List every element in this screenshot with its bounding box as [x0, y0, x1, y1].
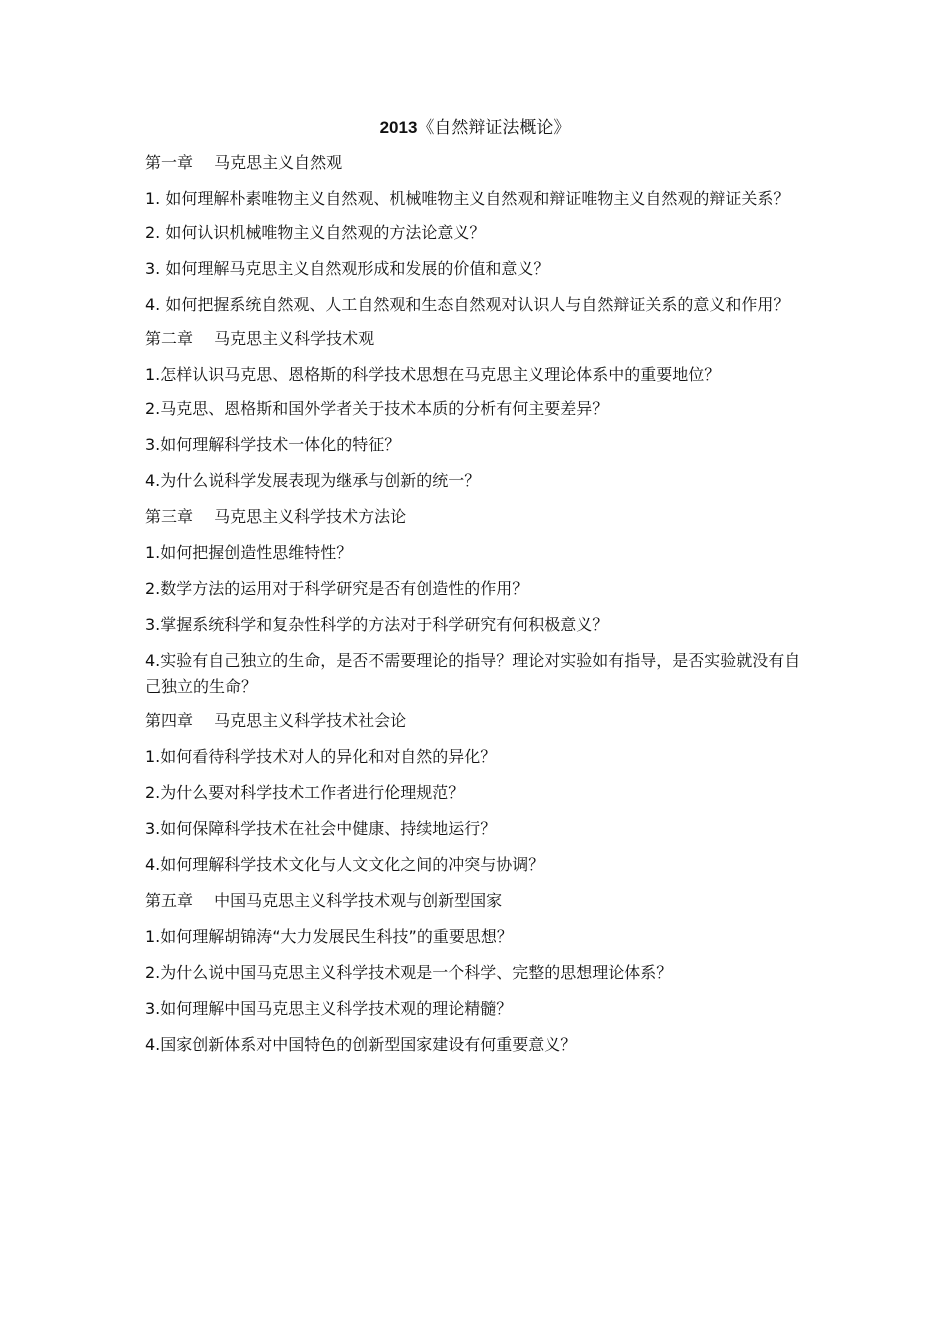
- chapter-heading: 第三章 马克思主义科学技术方法论: [145, 507, 407, 526]
- question-item: 2. 如何认识机械唯物主义自然观的方法论意义？: [145, 223, 486, 242]
- document-body: [145, 150, 813, 1068]
- question-item: 3.如何理解科学技术一体化的特征？: [145, 435, 401, 454]
- question-item: 2.数学方法的运用对于科学研究是否有创造性的作用？: [145, 579, 529, 598]
- question-item: 3.如何理解中国马克思主义科学技术观的理论精髓？: [145, 999, 513, 1018]
- question-item: 3. 如何理解马克思主义自然观形成和发展的价值和意义？: [145, 259, 550, 278]
- chapter-heading: 第二章 马克思主义科学技术观: [145, 329, 375, 348]
- question-item: 4. 如何把握系统自然观、人工自然观和生态自然观对认识人与自然辩证关系的意义和作用？: [145, 295, 790, 314]
- question-item: 3.掌握系统科学和复杂性科学的方法对于科学研究有何积极意义？: [145, 615, 609, 634]
- question-item: 4.为什么说科学发展表现为继承与创新的统一？: [145, 471, 481, 490]
- question-item: 1.怎样认识马克思、恩格斯的科学技术思想在马克思主义理论体系中的重要地位？: [145, 365, 721, 384]
- question-item: 1.如何把握创造性思维特性？: [145, 543, 353, 562]
- title-name: 《自然辩证法概论》: [417, 118, 571, 138]
- question-item: 1. 如何理解朴素唯物主义自然观、机械唯物主义自然观和辩证唯物主义自然观的辩证关系？: [145, 189, 790, 208]
- title-year: 2013: [379, 118, 418, 137]
- question-item: 2.马克思、恩格斯和国外学者关于技术本质的分析有何主要差异？: [145, 399, 609, 418]
- chapter-heading: 第五章 中国马克思主义科学技术观与创新型国家: [145, 891, 503, 910]
- document-title: [0, 116, 950, 140]
- chapter-heading: 第一章 马克思主义自然观: [145, 153, 343, 172]
- question-item: 3.如何保障科学技术在社会中健康、持续地运行？: [145, 819, 497, 838]
- question-item: 4.国家创新体系对中国特色的创新型国家建设有何重要意义？: [145, 1035, 577, 1054]
- question-item: 1.如何理解胡锦涛“大力发展民生科技”的重要思想？: [145, 927, 513, 946]
- question-item: 4.如何理解科学技术文化与人文文化之间的冲突与协调？: [145, 855, 545, 874]
- question-item: 1.如何看待科学技术对人的异化和对自然的异化？: [145, 747, 497, 766]
- chapter-heading: 第四章 马克思主义科学技术社会论: [145, 711, 407, 730]
- question-item: 2.为什么说中国马克思主义科学技术观是一个科学、完整的思想理论体系？: [145, 963, 673, 982]
- question-item: 4.实验有自己独立的生命，是否不需要理论的指导？理论对实验如有指导，是否实验就没有自己独立的生命？: [145, 651, 801, 696]
- question-item: 2.为什么要对科学技术工作者进行伦理规范？: [145, 783, 465, 802]
